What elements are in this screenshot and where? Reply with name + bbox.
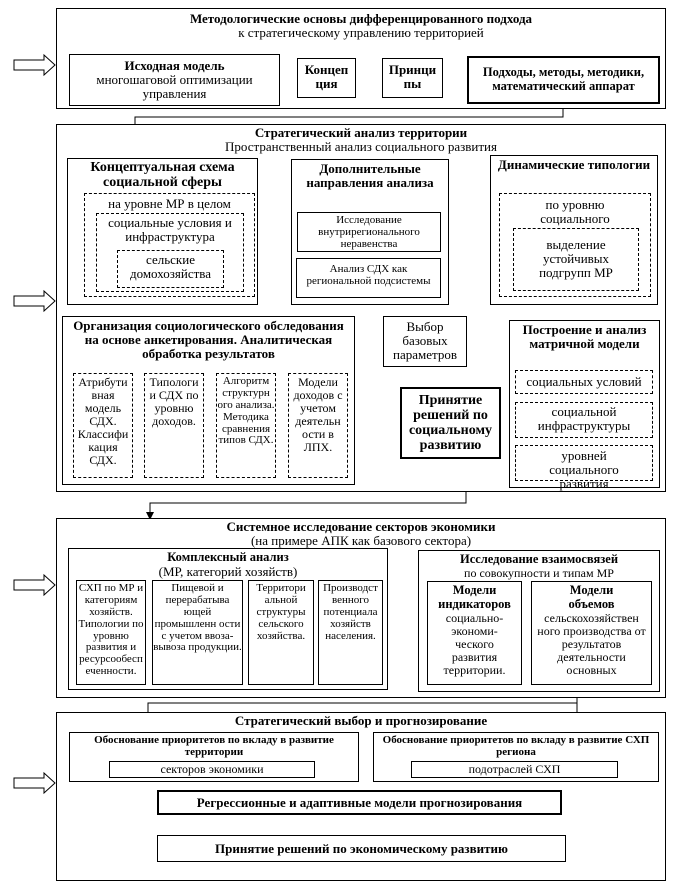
survey-col-2	[144, 373, 204, 478]
rural-households-label: сельские домохозяйства	[129, 252, 212, 282]
complex-col-2-label: Пищевой и перерабатыва ющей промышленн ости с учетом ввоза-вывоза продукции.	[153, 582, 242, 654]
inequality-research-box	[297, 212, 441, 252]
agri-subsectors-label: подотраслей СХП	[468, 762, 561, 776]
matrix-item-levels-label: уровней социального развития	[549, 448, 619, 492]
conceptual-scheme-title: Концептуальная схема социальной сферы	[90, 160, 235, 191]
base-parameters-box	[383, 316, 467, 367]
social-decision-box	[400, 387, 501, 459]
complex-analysis-title: Комплексный анализ	[167, 550, 289, 564]
inequality-research-label: Исследование внутрирегионального неравенства	[318, 214, 420, 250]
survey-col-2-label: Типологи и СДХ по уровню доходов.	[149, 375, 199, 428]
matrix-item-infrastructure	[515, 402, 653, 438]
concept-label: Концеп ция	[304, 62, 349, 92]
stable-subgroups-box	[513, 228, 639, 291]
section-sectors-title: Системное исследование секторов экономики	[226, 519, 496, 534]
indicator-models-text: социально- экономи- ческого развития территории.	[443, 611, 506, 677]
survey-col-4	[288, 373, 348, 478]
interrelations-title: Исследование взаимосвязей	[459, 552, 619, 566]
social-conditions-label: социальные условия и инфраструктура	[108, 215, 232, 245]
approaches-box	[467, 56, 660, 104]
indicator-models-box	[427, 581, 522, 685]
survey-col-1	[73, 373, 133, 478]
section-strategic-choice-title: Стратегический выбор и прогнозирование	[234, 713, 488, 728]
economic-decision-box	[157, 835, 566, 862]
volume-models-title: Модели объемов	[568, 583, 615, 611]
economic-decision-label: Принятие решений по экономическому развитию	[215, 841, 508, 856]
complex-col-3-label: Территори альной структуры сельского хозяйства.	[256, 582, 306, 642]
concept-box	[297, 58, 356, 98]
complex-analysis-subtitle: (МР, категорий хозяйств)	[158, 564, 298, 579]
survey-col-3	[216, 373, 276, 478]
complex-col-1-label: СХП по МР и категориям хозяйств. Типологии по уровню развития и ресурсообесп еченности.	[78, 582, 144, 678]
matrix-item-levels	[515, 445, 653, 492]
section-strategic-analysis-title: Стратегический анализ территории	[254, 125, 468, 140]
section-sectors-subtitle: (на примере АПК как базового сектора)	[250, 533, 472, 548]
complex-col-1	[76, 580, 146, 685]
principles-label: Принци пы	[388, 62, 437, 92]
section-methodology-subtitle: к стратегическому управлению территорией	[238, 25, 484, 40]
regression-models-box	[157, 790, 562, 815]
complex-col-4	[318, 580, 383, 685]
complex-col-2	[152, 580, 243, 685]
matrix-item-social-conditions-label: социальных условий	[526, 374, 642, 389]
dynamic-typologies-title: Динамические типологии	[497, 157, 651, 172]
dynamic-level-label: по уровню социального	[540, 197, 610, 227]
complex-col-3	[248, 580, 314, 685]
survey-col-3-label: Алгоритм структурн ого анализа. Методика сравнения типов СДХ.	[217, 375, 275, 447]
priority-agri-title: Обоснование приоритетов по вкладу в развитие СХП региона	[382, 734, 650, 758]
sectors-economy-label: секторов экономики	[160, 762, 264, 776]
base-parameters-label: Выбор базовых параметров	[393, 319, 457, 363]
section-strategic-analysis-subtitle: Пространственный анализ социального развития	[225, 139, 497, 154]
side-arrow-1	[14, 55, 55, 75]
sdh-analysis-label: Анализ СДХ как региональной подсистемы	[306, 263, 431, 287]
approaches-label: Подходы, методы, методики, математический аппарат	[482, 65, 645, 93]
matrix-model-title: Построение и анализ матричной модели	[522, 322, 647, 352]
sectors-economy-box	[109, 761, 315, 778]
section-methodology-title: Методологические основы дифференцированного подхода	[189, 11, 533, 26]
rural-households-box	[117, 250, 224, 288]
volume-models-text: сельскохозяйствен ного производства от результатов деятельности основных	[537, 611, 646, 677]
source-model-box	[69, 54, 280, 106]
survey-col-1-label: Атрибути вная модель СДХ. Классифи кация СДХ.	[77, 375, 129, 467]
survey-title: Организация социологического обследования на основе анкетирования. Аналитическая обработка результатов	[73, 318, 344, 362]
source-model-title: Исходная модель	[124, 58, 225, 73]
sdh-analysis-box	[296, 258, 441, 298]
side-arrow-2	[14, 291, 55, 311]
social-decision-label: Принятие решений по социальному развитию	[408, 393, 493, 454]
priority-territory-title: Обоснование приоритетов по вкладу в развитие территории	[94, 734, 334, 758]
volume-models-box	[531, 581, 652, 685]
complex-col-4-label: Производст венного потенциала хозяйств населения.	[323, 582, 378, 642]
matrix-item-infrastructure-label: социальной инфраструктуры	[537, 404, 631, 434]
survey-col-4-label: Модели доходов с учетом деятельн ости в ЛПХ.	[293, 375, 343, 454]
principles-box	[382, 58, 443, 98]
interrelations-subtitle: по совокупности и типам МР	[464, 566, 614, 580]
regression-models-label: Регрессионные и адаптивные модели прогнозирования	[196, 795, 523, 810]
side-arrow-4	[14, 773, 55, 793]
additional-directions-title: Дополнительные направления анализа	[306, 161, 434, 191]
matrix-item-social-conditions	[515, 370, 653, 394]
indicator-models-title: Модели индикаторов	[438, 583, 511, 611]
source-model-subtitle: многошаговой оптимизации управления	[96, 72, 253, 102]
side-arrow-3	[14, 575, 55, 595]
stable-subgroups-label: выделение устойчивых подгрупп МР	[539, 237, 613, 281]
mr-level-label: на уровне МР в целом	[108, 196, 231, 211]
agri-subsectors-box	[411, 761, 618, 778]
